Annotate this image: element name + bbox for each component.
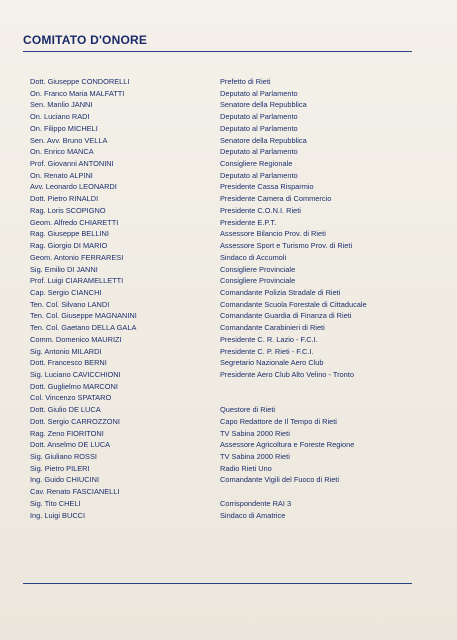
member-role: Deputato al Parlamento: [220, 112, 298, 122]
member-role: Consigliere Provinciale: [220, 264, 296, 274]
member-name: Sen. Manlio JANNI: [30, 100, 93, 110]
member-role: Presidente C.O.N.I. Rieti: [220, 205, 301, 215]
member-role: Sindaco di Accumoli: [220, 252, 287, 262]
member-role: Assessore Bilancio Prov. di Rieti: [220, 229, 326, 239]
list-item: [30, 451, 430, 463]
list-item: [30, 299, 430, 311]
list-item: [30, 369, 430, 381]
list-item: [30, 404, 430, 416]
list-item: [30, 76, 430, 88]
member-name: Geom. Antonio FERRARESI: [30, 252, 124, 262]
list-item: [30, 135, 430, 147]
member-name: Sig. Emilio DI JANNI: [30, 264, 98, 274]
list-item: [30, 252, 430, 264]
member-name: Sig. Tito CHELI: [30, 498, 81, 508]
member-name: Sig. Pietro PILERI: [30, 463, 90, 473]
member-name: Ten. Col. Silvano LANDI: [30, 299, 110, 309]
list-item: [30, 170, 430, 182]
list-item: [30, 111, 430, 123]
member-name: Dott. Francesco BERNI: [30, 358, 107, 368]
member-name: Sig. Luciano CAVICCHIONI: [30, 370, 121, 379]
member-role: Comandante Carabinieri di Rieti: [220, 323, 325, 333]
list-item: [30, 181, 430, 193]
list-item: [30, 346, 430, 358]
member-name: On. Enrico MANCA: [30, 147, 94, 157]
list-item: [30, 334, 430, 346]
member-role: Deputato al Parlamento: [220, 170, 298, 180]
list-item: [30, 193, 430, 205]
member-role: Deputato al Parlamento: [220, 123, 298, 133]
member-role: Presidente C. P. Rieti - F.C.I.: [220, 346, 314, 356]
member-name: Ing. Guido CHIUCINI: [30, 475, 100, 485]
member-name: Cap. Sergio CIANCHI: [30, 287, 102, 297]
member-name: Avv. Leonardo LEONARDI: [30, 182, 117, 192]
member-role: Sindaco di Amatrice: [220, 510, 286, 520]
list-item: [30, 88, 430, 100]
member-name: Ten. Col. Gaetano DELLA GALA: [30, 323, 137, 333]
member-name: Rag. Zeno FIORITONI: [30, 428, 104, 438]
list-item: [30, 381, 430, 393]
list-item: [30, 310, 430, 322]
member-role: Deputato al Parlamento: [220, 88, 298, 98]
member-name: Ten. Col. Giuseppe MAGNANINI: [30, 311, 137, 321]
list-item: [30, 287, 430, 299]
bottom-divider: [23, 583, 412, 584]
member-role: Assessore Sport e Turismo Prov. di Rieti: [220, 241, 353, 251]
list-item: [30, 123, 430, 135]
page-title: COMITATO D'ONORE: [23, 33, 148, 47]
member-role: Presidente Aero Club Alto Velino - Tronto: [220, 370, 354, 379]
member-name: Dott. Pietro RINALDI: [30, 194, 99, 204]
member-role: Consigliere Provinciale: [220, 276, 296, 286]
list-item: [30, 275, 430, 287]
member-name: Dott. Sergio CARROZZONI: [30, 416, 120, 426]
list-item: [30, 99, 430, 111]
member-role: Presidente Camera di Commercio: [220, 194, 332, 204]
member-name: On. Filippo MICHELI: [30, 123, 98, 133]
list-item: [30, 510, 430, 522]
top-divider: [23, 51, 412, 52]
list-item: [30, 322, 430, 334]
member-role: TV Sabina 2000 Rieti: [220, 428, 290, 438]
member-role: Segretario Nazionale Aero Club: [220, 358, 324, 368]
member-name: Dott. Giulio DE LUCA: [30, 405, 101, 415]
member-role: Comandante Vigili del Fuoco di Rieti: [220, 475, 340, 485]
member-name: On. Franco Maria MALFATTI: [30, 88, 125, 98]
member-role: Assessore Agricoltura e Foreste Regione: [220, 440, 355, 450]
member-role: Capo Redattore de Il Tempo di Rieti: [220, 416, 337, 426]
list-item: [30, 264, 430, 276]
member-role: Radio Rieti Uno: [220, 463, 272, 473]
list-item: [30, 205, 430, 217]
list-item: [30, 392, 430, 404]
list-item: [30, 416, 430, 428]
member-name: On. Luciano RADI: [30, 112, 90, 122]
member-name: Prof. Giovanni ANTONINI: [30, 159, 114, 169]
list-item: [30, 217, 430, 229]
member-name: Rag. Giuseppe BELLINI: [30, 229, 109, 239]
list-item: [30, 498, 430, 510]
member-role: Presidente E.P.T.: [220, 217, 277, 227]
member-name: Sig. Giuliano ROSSI: [30, 452, 97, 462]
list-item: [30, 357, 430, 369]
member-role: Presidente C. R. Lazio - F.C.I.: [220, 334, 318, 344]
list-item: [30, 474, 430, 486]
member-role: Comandante Guardia di Finanza di Rieti: [220, 311, 352, 321]
member-name: Sen. Avv. Bruno VELLA: [30, 135, 108, 145]
list-item: [30, 228, 430, 240]
member-name: Ing. Luigi BUCCI: [30, 510, 86, 520]
list-item: [30, 158, 430, 170]
member-name: Col. Vincenzo SPATARO: [30, 393, 112, 403]
member-role: Comandante Polizia Stradale di Rieti: [220, 287, 341, 297]
member-role: Deputato al Parlamento: [220, 147, 298, 157]
list-item: [30, 428, 430, 440]
list-item: [30, 439, 430, 451]
member-name: Prof. Luigi CIARAMELLETTI: [30, 276, 124, 286]
member-name: Dott. Anselmo DE LUCA: [30, 440, 111, 450]
list-item: [30, 463, 430, 475]
member-name: Rag. Giorgio DI MARIO: [30, 241, 108, 251]
member-role: Senatore della Repubblica: [220, 135, 307, 145]
member-name: Cav. Renato FASCIANELLI: [30, 487, 120, 497]
list-item: [30, 146, 430, 158]
member-name: Geom. Alfredo CHIARETTI: [30, 217, 119, 227]
member-name: Comm. Domenico MAURIZI: [30, 334, 122, 344]
member-role: TV Sabina 2000 Rieti: [220, 452, 290, 462]
member-role: Comandante Scuola Forestale di Cittaducale: [220, 299, 367, 309]
member-name: Dott. Guglielmo MARCONI: [30, 381, 118, 391]
member-role: Consigliere Regionale: [220, 159, 293, 169]
member-role: Corrispondente RAI 3: [220, 498, 292, 508]
member-name: On. Renato ALPINI: [30, 170, 93, 180]
member-role: Questore di Rieti: [220, 405, 276, 415]
member-role: Prefetto di Rieti: [220, 77, 271, 86]
member-name: Dott. Giuseppe CONDORELLI: [30, 77, 130, 86]
member-role: Senatore della Repubblica: [220, 100, 307, 110]
member-role: Presidente Cassa Risparmio: [220, 182, 314, 192]
member-name: Sig. Antonio MILARDI: [30, 346, 102, 356]
list-item: [30, 486, 430, 498]
member-name: Rag. Loris SCOPIGNO: [30, 205, 106, 215]
list-item: [30, 240, 430, 252]
